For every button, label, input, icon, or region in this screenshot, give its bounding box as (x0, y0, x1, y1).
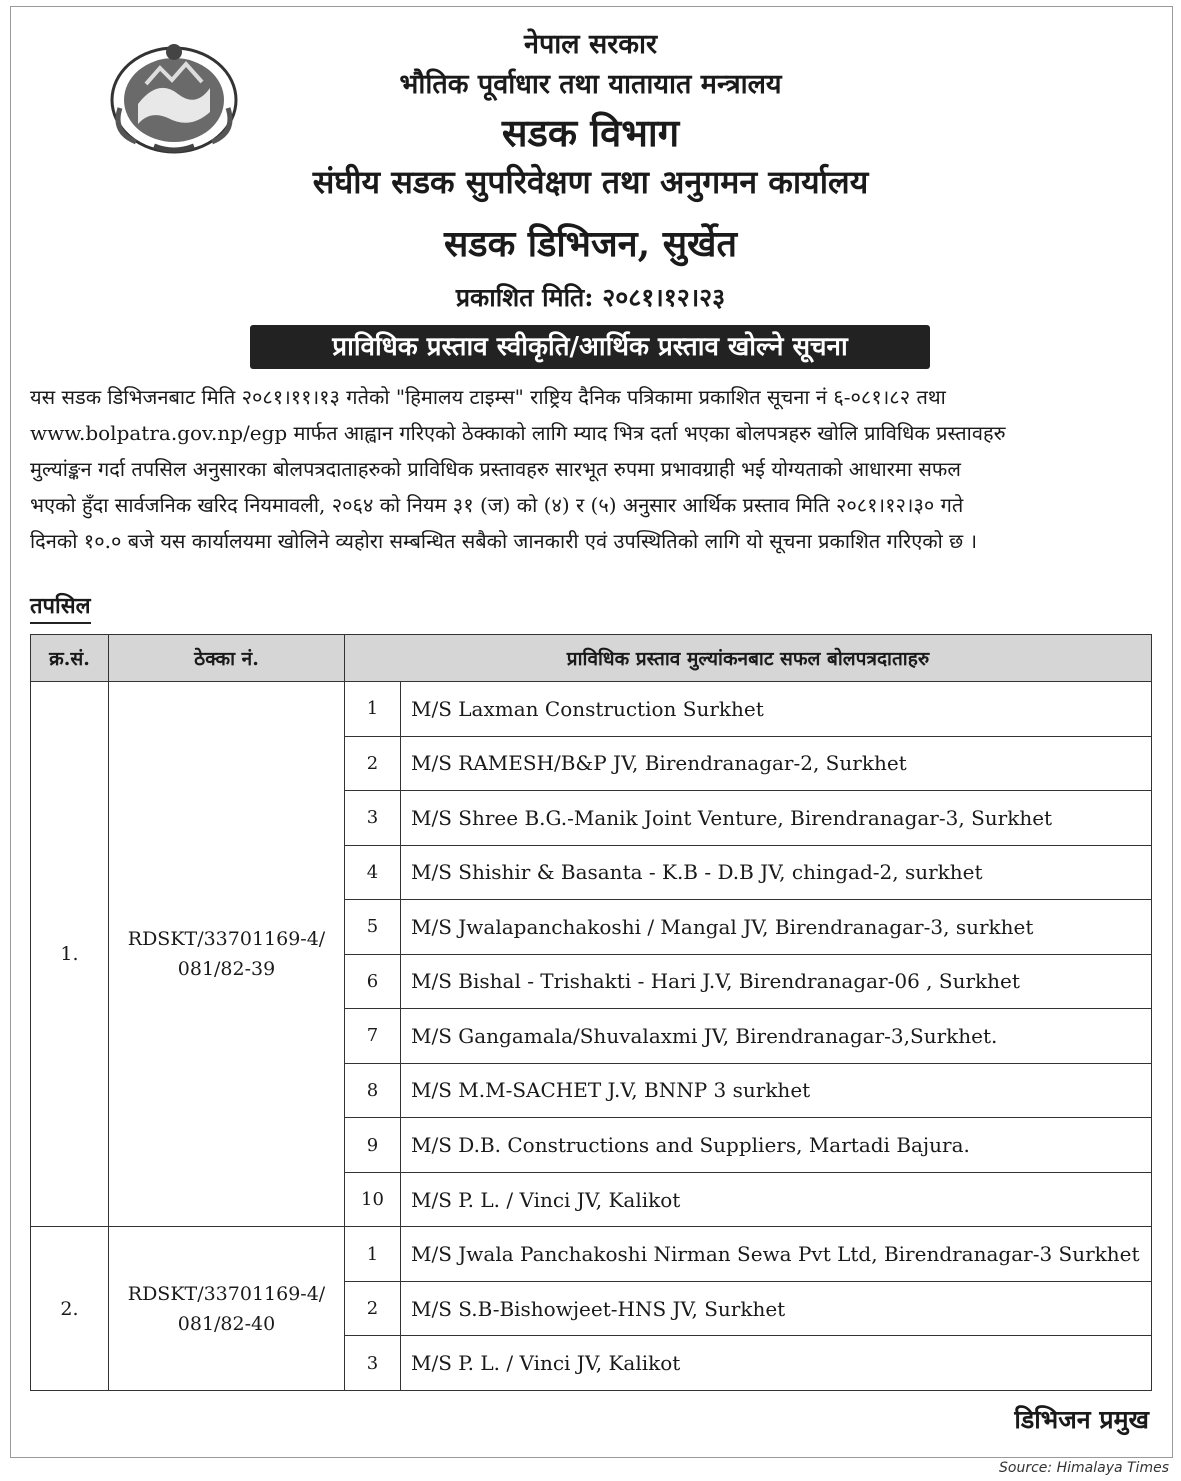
bidder-name: M/S RAMESH/B&P JV, Birendranagar-2, Surkhet (401, 736, 1152, 791)
source-credit: Source: Himalaya Times (999, 1460, 1169, 1476)
contract-number-line: 081/82-39 (177, 958, 276, 981)
bidder-name: M/S S.B-Bishowjeet-HNS JV, Surkhet (401, 1281, 1152, 1336)
bidder-index: 1 (345, 1227, 401, 1282)
bidder-index: 9 (345, 1118, 401, 1173)
header-division: सडक डिभिजन, सुर्खेत (443, 223, 738, 265)
contract-number (109, 1227, 345, 1391)
bidder-index: 7 (345, 1009, 401, 1064)
header-office: संघीय सडक सुपरिवेक्षण तथा अनुगमन कार्यालय (312, 163, 869, 201)
col-header-bidders: प्राविधिक प्रस्ताव मुल्यांकनबाट सफल बोलपत्रदाताहरु (345, 635, 1152, 682)
notice-body-line: दिनको १०.० बजे यस कार्यालयमा खोलिने व्यहोरा सम्बन्धित सबैको जानकारी एवं उपस्थितिको लागि यो सूचना प्रकाशित गरिएको छ । (30, 529, 978, 553)
bidder-name: M/S P. L. / Vinci JV, Kalikot (401, 1336, 1152, 1391)
table-row (31, 1227, 1152, 1282)
bidder-index: 8 (345, 1063, 401, 1118)
notice-body-line: मुल्यांङ्कन गर्दा तपसिल अनुसारका बोलपत्रदाताहरुको प्राविधिक प्रस्तावहरु सारभूत रुपमा प्रभावग्राही भई योग्यताको आधारमा सफल (30, 457, 961, 481)
contract-number-line: 081/82-40 (177, 1312, 276, 1335)
header-government: नेपाल सरकार (523, 29, 658, 60)
col-header-contract: ठेक्का नं. (109, 635, 345, 682)
bidder-index: 10 (345, 1172, 401, 1227)
group-sn: 2. (31, 1227, 109, 1391)
bidder-name: M/S M.M-SACHET J.V, BNNP 3 surkhet (401, 1063, 1152, 1118)
bidder-index: 1 (345, 682, 401, 737)
contract-number-line: RDSKT/33701169-4/ (127, 1282, 326, 1305)
contract-number (109, 682, 345, 1227)
bidder-index: 2 (345, 1281, 401, 1336)
tapsil-heading: तपसिल (30, 590, 91, 624)
table-row (31, 682, 1152, 737)
signature-division-chief: डिभिजन प्रमुख (1014, 1405, 1149, 1434)
bidder-name: M/S Jwala Panchakoshi Nirman Sewa Pvt Ltd, Birendranagar-3 Surkhet (401, 1227, 1152, 1282)
contract-number-line: RDSKT/33701169-4/ (127, 928, 326, 951)
bidder-name: M/S Shishir & Basanta - K.B - D.B JV, chingad-2, surkhet (401, 845, 1152, 900)
bidder-name: M/S Jwalapanchakoshi / Mangal JV, Birendranagar-3, surkhet (401, 900, 1152, 955)
published-date: प्रकाशित मिति: २०८१।१२।२३ (455, 283, 726, 312)
table-header-row (31, 635, 1152, 682)
bidder-index: 6 (345, 954, 401, 1009)
bidder-index: 2 (345, 736, 401, 791)
col-header-sn: क्र.सं. (31, 635, 109, 682)
group-sn: 1. (31, 682, 109, 1227)
bidder-name: M/S Bishal - Trishakti - Hari J.V, Birendranagar-06 , Surkhet (401, 954, 1152, 1009)
notice-title-banner: प्राविधिक प्रस्ताव स्वीकृति/आर्थिक प्रस्ताव खोल्ने सूचना (250, 325, 930, 369)
notice-body-line: www.bolpatra.gov.np/egp मार्फत आह्वान गरिएको ठेक्काको लागि म्याद भित्र दर्ता भएका बोलपत्रहरु खोलि प्राविधिक प्रस्तावहरु (30, 421, 1006, 445)
bidder-name: M/S D.B. Constructions and Suppliers, Martadi Bajura. (401, 1118, 1152, 1173)
bidder-name: M/S P. L. / Vinci JV, Kalikot (401, 1172, 1152, 1227)
bidder-index: 3 (345, 791, 401, 846)
bidder-name: M/S Laxman Construction Surkhet (401, 682, 1152, 737)
bidder-index: 5 (345, 900, 401, 955)
bidder-name: M/S Gangamala/Shuvalaxmi JV, Birendranagar-3,Surkhet. (401, 1009, 1152, 1064)
header-ministry: भौतिक पूर्वाधार तथा यातायात मन्त्रालय (399, 69, 782, 100)
bidder-name: M/S Shree B.G.-Manik Joint Venture, Birendranagar-3, Surkhet (401, 791, 1152, 846)
notice-body-line: यस सडक डिभिजनबाट मिति २०८१।११।१३ गतेको "हिमालय टाइम्स" राष्ट्रिय दैनिक पत्रिकामा प्रकाशित सूचना नं ६-०८१।८२ तथा (30, 385, 946, 409)
bidder-index: 4 (345, 845, 401, 900)
notice-body (30, 382, 1154, 562)
bidders-table (30, 634, 1152, 1391)
bidder-index: 3 (345, 1336, 401, 1391)
header-department: सडक विभाग (501, 110, 680, 155)
notice-body-line: भएको हुँदा सार्वजनिक खरिद नियमावली, २०६४ को नियम ३१ (ज) को (४) र (५) अनुसार आर्थिक प्रस्ताव मिति २०८१।१२।३० गते (30, 493, 964, 517)
